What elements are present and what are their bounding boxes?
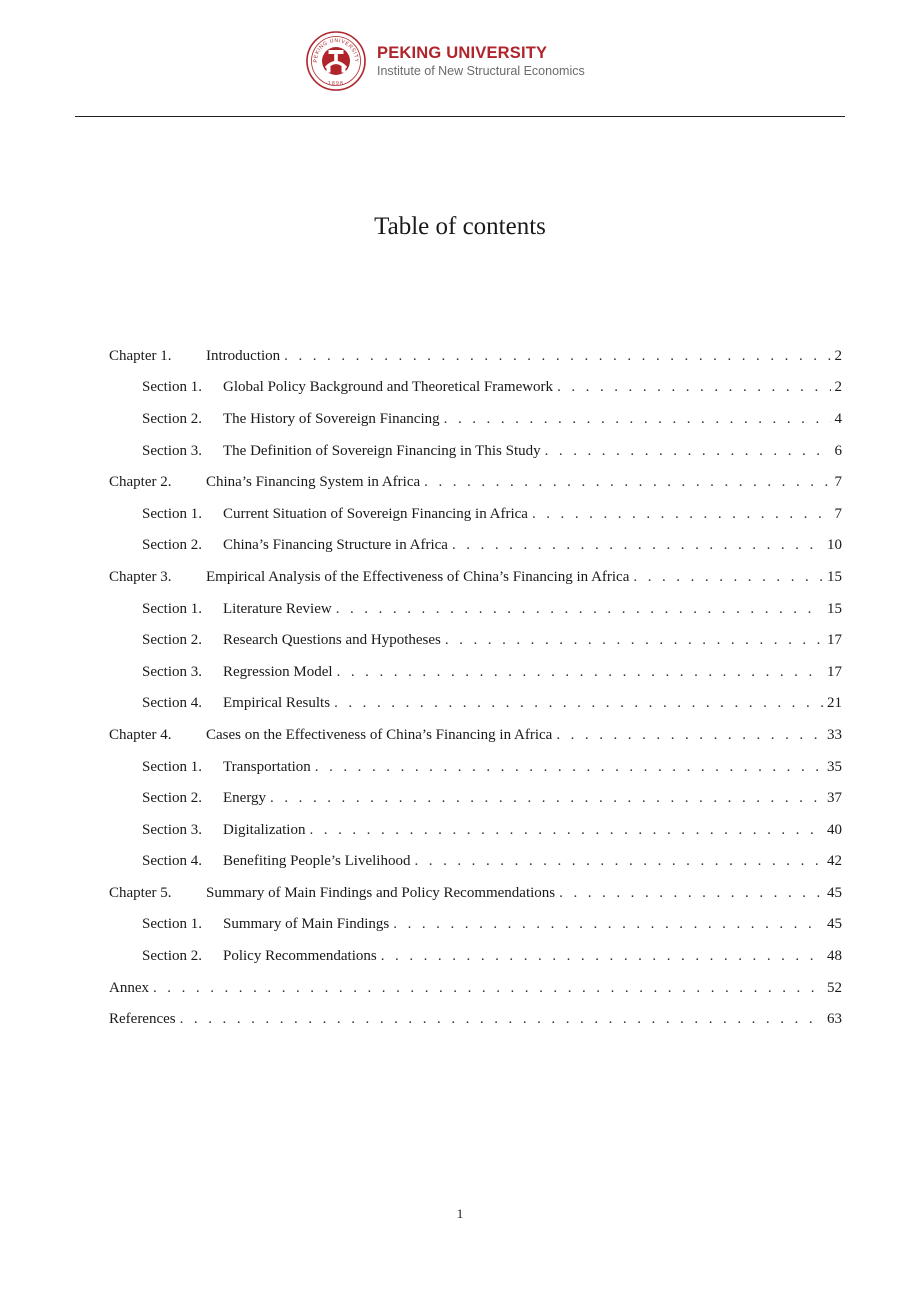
toc-entry-page: 63 — [827, 1011, 842, 1028]
university-name: PEKING UNIVERSITY — [377, 43, 548, 62]
toc-entry-label: Digitalization — [223, 821, 306, 838]
dot-leader — [414, 851, 823, 871]
dot-leader — [444, 409, 831, 429]
seal-year: 1898 — [328, 81, 344, 87]
toc-entry-number: Section 2. — [142, 632, 202, 649]
toc-entry-label: Cases on the Effectiveness of China’s Financing in Africa — [206, 726, 553, 743]
toc-entry-number: Section 2. — [142, 410, 202, 427]
toc-entry-number: Section 1. — [142, 758, 202, 775]
toc-entry-section[interactable] — [109, 403, 842, 435]
toc-entry-page: 7 — [834, 505, 842, 522]
toc-entry-section[interactable] — [109, 814, 842, 846]
toc-entry-chapter[interactable] — [109, 877, 842, 909]
toc-entry-number: Section 4. — [142, 853, 202, 870]
toc-entry-label: References — [109, 1011, 176, 1028]
dot-leader — [153, 978, 823, 998]
dot-leader — [270, 788, 823, 808]
toc-entry-label: Literature Review — [223, 600, 332, 617]
university-seal-logo — [305, 30, 367, 92]
toc-entry-section[interactable] — [109, 372, 842, 404]
toc-entry-label: China’s Financing Structure in Africa — [223, 537, 448, 554]
dot-leader — [532, 504, 831, 524]
toc-entry-section[interactable] — [109, 846, 842, 878]
dot-leader — [445, 630, 823, 650]
toc-entry-page: 42 — [827, 853, 842, 870]
dot-leader — [556, 725, 823, 745]
toc-entry-section[interactable] — [109, 593, 842, 625]
toc-entry-page: 7 — [834, 474, 842, 491]
toc-entry-label: Annex — [109, 979, 149, 996]
dot-leader — [559, 883, 823, 903]
toc-entry-number: Section 2. — [142, 790, 202, 807]
seal-text: PEKING UNIVERSITY — [312, 37, 360, 63]
toc-entry-page: 52 — [827, 979, 842, 996]
toc-entry-section[interactable] — [109, 782, 842, 814]
toc-entry-number: Chapter 2. — [109, 474, 172, 491]
dot-leader — [180, 1009, 823, 1029]
toc-entry-number: Section 2. — [142, 948, 202, 965]
toc-entry-page: 45 — [827, 916, 842, 933]
institute-name: Institute of New Structural Economics — [377, 63, 585, 78]
toc-entry-number: Section 3. — [142, 442, 202, 459]
toc-entry-label: Empirical Results — [223, 695, 331, 712]
toc-entry-page: 15 — [827, 568, 842, 585]
toc-entry-label: Regression Model — [223, 663, 333, 680]
dot-leader — [284, 346, 830, 366]
toc-entry-label: Research Questions and Hypotheses — [223, 632, 441, 649]
brand-block — [377, 44, 585, 79]
page-title: Table of contents — [374, 213, 546, 240]
toc-entry-label: China’s Financing System in Africa — [206, 474, 421, 491]
toc-entry-page: 40 — [827, 821, 842, 838]
toc-entry-number: Section 1. — [142, 600, 202, 617]
dot-leader — [309, 820, 823, 840]
toc-entry-label: The History of Sovereign Financing — [223, 410, 440, 427]
toc-entry-number: Chapter 4. — [109, 726, 172, 743]
toc-entry-number: Section 4. — [142, 695, 202, 712]
dot-leader — [545, 441, 831, 461]
toc-entry-label: Introduction — [206, 347, 281, 364]
dot-leader — [336, 599, 823, 619]
toc-entry-chapter[interactable] — [109, 561, 842, 593]
toc-entry-number: Section 3. — [142, 663, 202, 680]
toc-entry-label: Benefiting People’s Livelihood — [223, 853, 411, 870]
toc-entry-section[interactable] — [109, 530, 842, 562]
toc-entry-label: Summary of Main Findings — [223, 916, 390, 933]
toc-entry-page: 17 — [827, 632, 842, 649]
toc-entry-chapter[interactable] — [109, 719, 842, 751]
toc-entry-label: Current Situation of Sovereign Financing in Africa — [223, 505, 528, 522]
toc-entry-page: 4 — [834, 410, 842, 427]
toc-entry-page: 37 — [827, 790, 842, 807]
toc-entry-number: Section 1. — [142, 916, 202, 933]
toc-entry-plain[interactable] — [109, 972, 842, 1004]
toc-entry-label: Policy Recommendations — [223, 948, 377, 965]
toc-entry-label: Summary of Main Findings and Policy Recommendations — [206, 884, 556, 901]
toc-entry-section[interactable] — [109, 909, 842, 941]
toc-entry-page: 35 — [827, 758, 842, 775]
toc-entry-number: Section 1. — [142, 505, 202, 522]
toc-entry-number: Chapter 1. — [109, 347, 172, 364]
dot-leader — [557, 377, 830, 397]
dot-leader — [337, 662, 823, 682]
toc-entry-section[interactable] — [109, 624, 842, 656]
toc-entry-page: 15 — [827, 600, 842, 617]
table-of-contents — [109, 340, 842, 1035]
toc-entry-page: 17 — [827, 663, 842, 680]
toc-entry-number: Section 2. — [142, 537, 202, 554]
toc-entry-section[interactable] — [109, 940, 842, 972]
toc-entry-section[interactable] — [109, 688, 842, 720]
dot-leader — [381, 946, 823, 966]
dot-leader — [315, 757, 823, 777]
toc-entry-section[interactable] — [109, 435, 842, 467]
toc-entry-plain[interactable] — [109, 1003, 842, 1035]
header-divider — [75, 116, 845, 117]
toc-entry-page: 6 — [834, 442, 842, 459]
page-header — [305, 30, 585, 92]
toc-entry-label: Transportation — [223, 758, 311, 775]
toc-entry-section[interactable] — [109, 498, 842, 530]
toc-entry-page: 48 — [827, 948, 842, 965]
toc-entry-section[interactable] — [109, 656, 842, 688]
dot-leader — [633, 567, 823, 587]
toc-entry-page: 2 — [834, 379, 842, 396]
dot-leader — [452, 535, 823, 555]
toc-entry-number: Section 1. — [142, 379, 202, 396]
toc-entry-number: Chapter 3. — [109, 568, 172, 585]
dot-leader — [424, 472, 830, 492]
toc-entry-label: The Definition of Sovereign Financing in This Study — [223, 442, 541, 459]
dot-leader — [393, 914, 823, 934]
toc-entry-label: Global Policy Background and Theoretical Framework — [223, 379, 554, 396]
toc-entry-label: Energy — [223, 790, 267, 807]
dot-leader — [334, 693, 823, 713]
toc-entry-page: 10 — [827, 537, 842, 554]
toc-entry-section[interactable] — [109, 751, 842, 783]
toc-entry-page: 2 — [834, 347, 842, 364]
toc-entry-page: 45 — [827, 884, 842, 901]
toc-entry-page: 21 — [827, 695, 842, 712]
toc-entry-label: Empirical Analysis of the Effectiveness of China’s Financing in Africa — [206, 568, 630, 585]
toc-entry-chapter[interactable] — [109, 340, 842, 372]
toc-entry-number: Section 3. — [142, 821, 202, 838]
toc-entry-number: Chapter 5. — [109, 884, 172, 901]
toc-entry-page: 33 — [827, 726, 842, 743]
toc-entry-chapter[interactable] — [109, 466, 842, 498]
page-number: 1 — [456, 1206, 464, 1221]
